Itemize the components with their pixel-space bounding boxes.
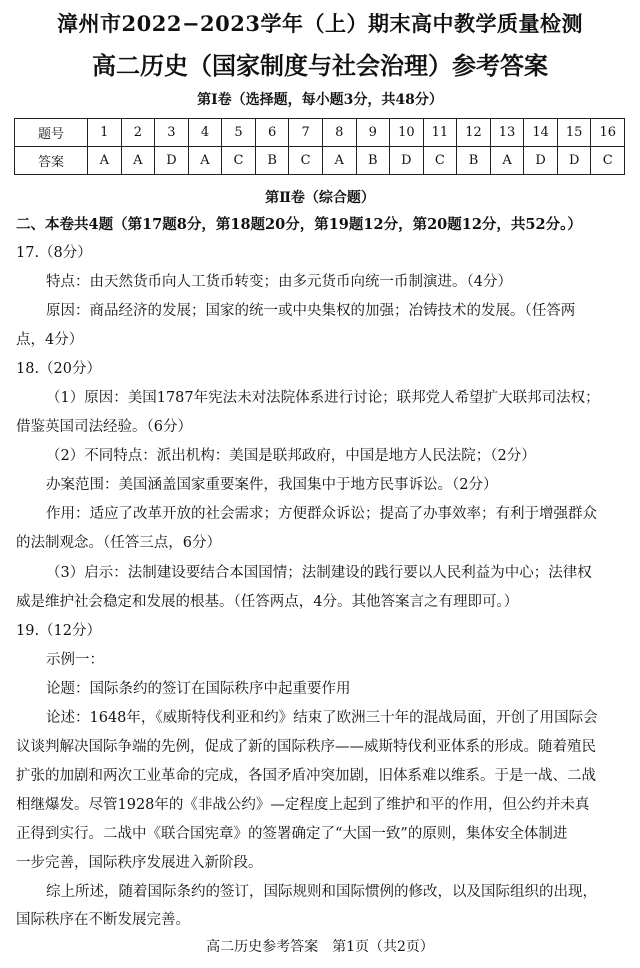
q18-part2-effect: 作用：适应了改革开放的社会需求；方便群众诉讼；提高了办事效率；有利于增强群众 (46, 506, 597, 522)
q17-heading: 17.（8分） (16, 245, 92, 261)
question-number-cell: 11 (423, 119, 457, 147)
row-label-number: 题号 (15, 119, 88, 147)
q19-heading: 19.（12分） (16, 623, 102, 639)
question-number-cell: 7 (289, 119, 323, 147)
q18-part2: （2）不同特点：派出机构：美国是联邦政府，中国是地方人民法院；（2分） (46, 448, 536, 464)
question-number-cell: 15 (557, 119, 591, 147)
q19-conclusion: 综上所述，随着国际条约的签订，国际规则和国际惯例的修改，以及国际组织的出现， (46, 884, 597, 900)
question-number-cell: 6 (255, 119, 289, 147)
answer-row (15, 147, 625, 175)
q18-heading: 18.（20分） (16, 361, 102, 377)
question-number-cell: 9 (356, 119, 390, 147)
answer-cell: A (490, 147, 524, 175)
q19-argument-line5: 正得到实行。二战中《联合国宪章》的签署确定了“大国一致”的原则，集体安全体制进 (16, 826, 568, 842)
question-number-cell: 8 (322, 119, 356, 147)
answer-cell: C (591, 147, 625, 175)
q19-argument-line2: 议谈判解决国际争端的先例，促成了新的国际秩序——威斯特伐利亚体系的形成。随着殖民 (16, 739, 596, 755)
question-number-cell: 4 (188, 119, 222, 147)
q19-argument-line6: 一步完善，国际秩序发展进入新阶段。 (16, 855, 263, 871)
answer-cell: C (423, 147, 457, 175)
q18-part2-scope: 办案范围：美国涵盖国家重要案件，我国集中于地方民事诉讼。（2分） (46, 477, 498, 493)
q19-example-label: 示例一： (46, 652, 104, 668)
answer-cell: D (524, 147, 558, 175)
q17-reasons-cont: 点，4分） (16, 332, 84, 348)
question-number-cell: 3 (155, 119, 189, 147)
answer-cell: C (222, 147, 256, 175)
part2-heading: 第Ⅱ卷（综合题） (265, 190, 375, 206)
question-number-cell: 10 (390, 119, 424, 147)
answer-cell: B (356, 147, 390, 175)
exam-title: 漳州市2022−2023学年（上）期末高中教学质量检测 (57, 11, 583, 36)
q18-part3: （3）启示：法制建设要结合本国国情；法制建设的践行要以人民利益为中心；法律权 (46, 565, 592, 581)
q18-part1-cont: 借鉴英国司法经验。（6分） (16, 419, 192, 435)
q18-part3-cont: 威是维护社会稳定和发展的根基。（任答两点，4分。其他答案言之有理即可。） (16, 594, 519, 610)
q17-reasons: 原因：商品经济的发展；国家的统一或中央集权的加强；冶铸技术的发展。（任答两 (46, 303, 576, 319)
q19-argument: 论述：1648年，《威斯特伐利亚和约》结束了欧洲三十年的混战局面，开创了用国际会 (46, 710, 598, 726)
part1-heading: 第Ⅰ卷（选择题，每小题3分，共48分） (197, 92, 443, 108)
row-label-answer: 答案 (15, 147, 88, 175)
answer-cell: D (557, 147, 591, 175)
question-number-cell: 16 (591, 119, 625, 147)
answer-cell: A (88, 147, 122, 175)
question-number-cell: 14 (524, 119, 558, 147)
answer-cell: A (322, 147, 356, 175)
answer-cell: D (390, 147, 424, 175)
answer-cell: B (255, 147, 289, 175)
answer-table (14, 118, 625, 175)
answer-cell: A (121, 147, 155, 175)
q18-part2-effect-cont: 的法制观念。（任答三点，6分） (16, 535, 221, 551)
answer-cell: C (289, 147, 323, 175)
question-number-cell: 1 (88, 119, 122, 147)
document-subtitle: 高二历史（国家制度与社会治理）参考答案 (92, 51, 548, 80)
section-instruction: 二、本卷共4题（第17题8分，第18题20分，第19题12分，第20题12分，共52分。） (16, 216, 582, 233)
answer-cell: A (188, 147, 222, 175)
question-number-cell: 13 (490, 119, 524, 147)
page-footer: 高二历史参考答案 第1页（共2页） (206, 939, 434, 955)
answer-cell: B (457, 147, 491, 175)
q19-argument-line4: 相继爆发。尽管1928年的《非战公约》—定程度上起到了维护和平的作用，但公约并未真 (16, 797, 590, 813)
q19-argument-line3: 扩张的加剧和两次工业革命的完成，各国矛盾冲突加剧，旧体系难以维系。于是一战、二战 (16, 768, 596, 784)
q18-part1: （1）原因：美国1787年宪法未对法院体系进行讨论；联邦党人希望扩大联邦司法权； (46, 390, 600, 406)
q19-thesis: 论题：国际条约的签订在国际秩序中起重要作用 (46, 681, 351, 697)
question-number-row (15, 119, 625, 147)
q19-conclusion-cont: 国际秩序在不断发展完善。 (16, 912, 190, 928)
question-number-cell: 2 (121, 119, 155, 147)
q17-features: 特点：由天然货币向人工货币转变；由多元货币向统一币制演进。（4分） (46, 274, 512, 290)
answer-cell: D (155, 147, 189, 175)
question-number-cell: 5 (222, 119, 256, 147)
question-number-cell: 12 (457, 119, 491, 147)
